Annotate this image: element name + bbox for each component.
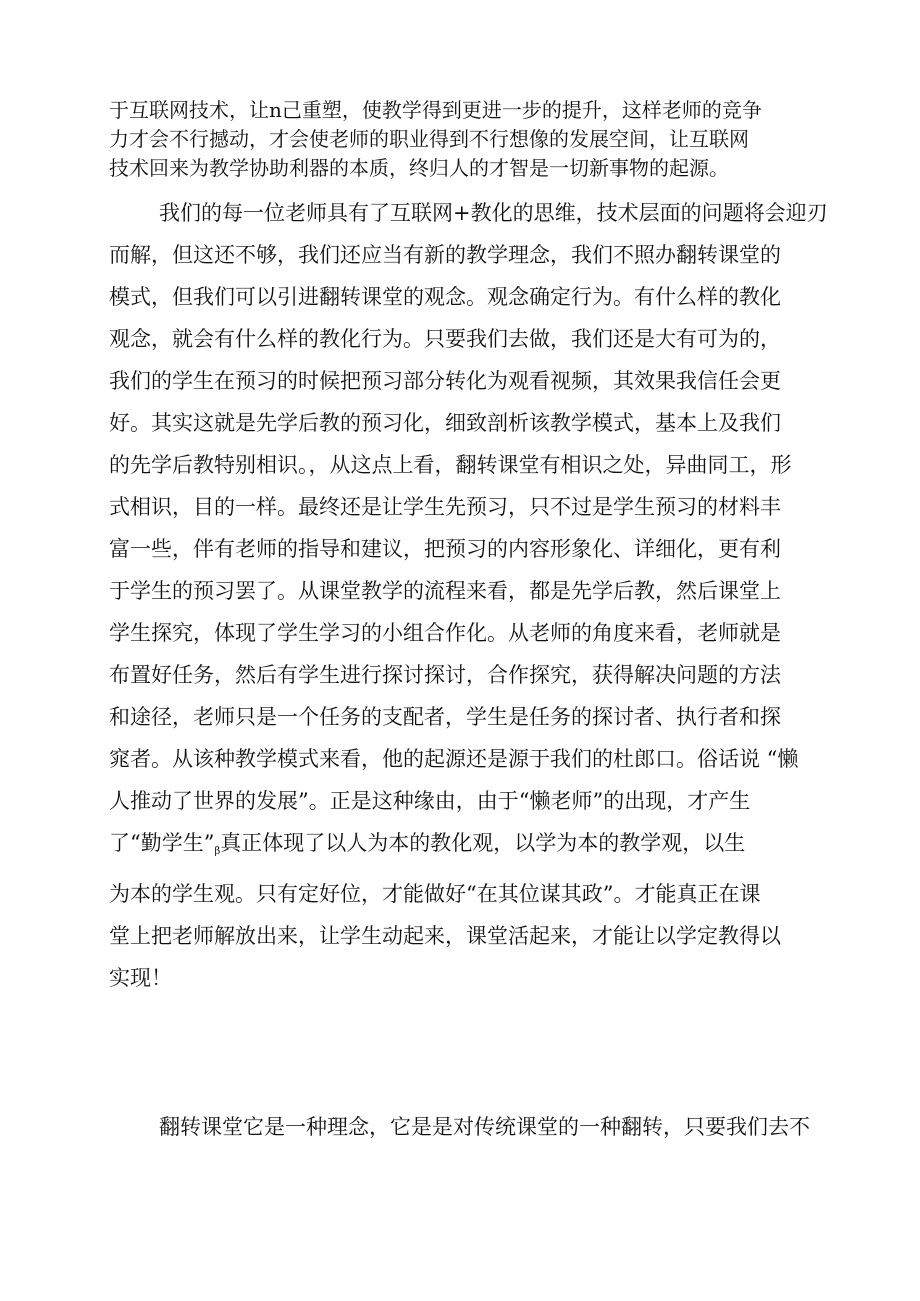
text-line: 好。其实这就是先学后教的预习化，细致剖析该教学模式，基本上及我们	[109, 411, 781, 435]
text-line: 的先学后教特别相识。，从这点上看，翻转课堂有相识之处，异曲同工，形	[109, 453, 792, 477]
text-line: 式相识，目的一样。最终还是让学生先预习，只不过是学生预习的材料丰	[109, 495, 781, 519]
text-line	[109, 822, 809, 873]
text-line: 于学生的预习罢了。从课堂教学的流程来看，都是先学后教，然后课堂上	[109, 579, 781, 603]
text-line: 我们的每一位老师具有了互联网+教化的思维，技术层面的问题将会迎刃	[159, 201, 828, 225]
paragraph-3	[109, 1106, 809, 1148]
text-line: 力才会不行撼动，才会使老师的职业得到不行想像的发展空间，让互联网	[109, 127, 749, 151]
text-line: 学生探究，体现了学生学习的小组合作化。从老师的角度来看，老师就是	[109, 621, 781, 645]
text-line: 我们的学生在预习的时候把预习部分转化为观看视频，其效果我信任会更	[109, 369, 781, 393]
text-line: 而解，但这还不够，我们还应当有新的教学理念，我们不照办翻转课堂的	[109, 243, 781, 267]
text-line: 技术回来为教学协助利器的本质，终归人的才智是一切新事物的起源。	[109, 156, 729, 180]
text-line: 富一些，伴有老师的指导和建议，把预习的内容形象化、详细化，更有利	[109, 537, 781, 561]
text-line: 布置好任务，然后有学生进行探讨探讨，合作探究，获得解决问题的方法	[109, 663, 781, 687]
text-line: 堂上把老师解放出来，让学生动起来，课堂活起来，才能让以学定教得以	[109, 924, 781, 948]
text-segment: 了“勤学生”	[109, 831, 215, 855]
subscript-mark: β	[214, 846, 221, 857]
text-line: 模式，但我们可以引进翻转课堂的观念。观念确定行为。有什么样的教化	[109, 285, 781, 309]
text-line: 窕者。从该种教学模式来看，他的起源还是源于我们的杜郎口。俗话说 “懒	[109, 747, 799, 771]
text-line: 于互联网技术，让n己重塑，使教学得到更进一步的提升，这样老师的竞争	[109, 98, 762, 122]
text-segment: 真正体现了以人为本的教化观，以学为本的教学观，以生	[220, 831, 746, 855]
paragraph-2	[109, 192, 828, 999]
paragraph-1	[109, 96, 809, 183]
text-line: 观念，就会有什么样的教化行为。只要我们去做，我们还是大有可为的，	[109, 327, 781, 351]
text-line: 翻转课堂它是一种理念，它是是对传统课堂的一种翻转，只要我们去不	[159, 1115, 810, 1139]
text-line: 人推动了世界的发展”。正是这种缘由，由于“懒老师”的出现，才产生	[109, 789, 751, 813]
text-line: 和途径，老师只是一个任务的支配者，学生是任务的探讨者、执行者和探	[109, 705, 781, 729]
text-line: 实现！	[109, 966, 172, 990]
text-line: 为本的学生观。只有定好位，才能做好“在其位谋其政”。才能真正在课	[109, 882, 761, 906]
